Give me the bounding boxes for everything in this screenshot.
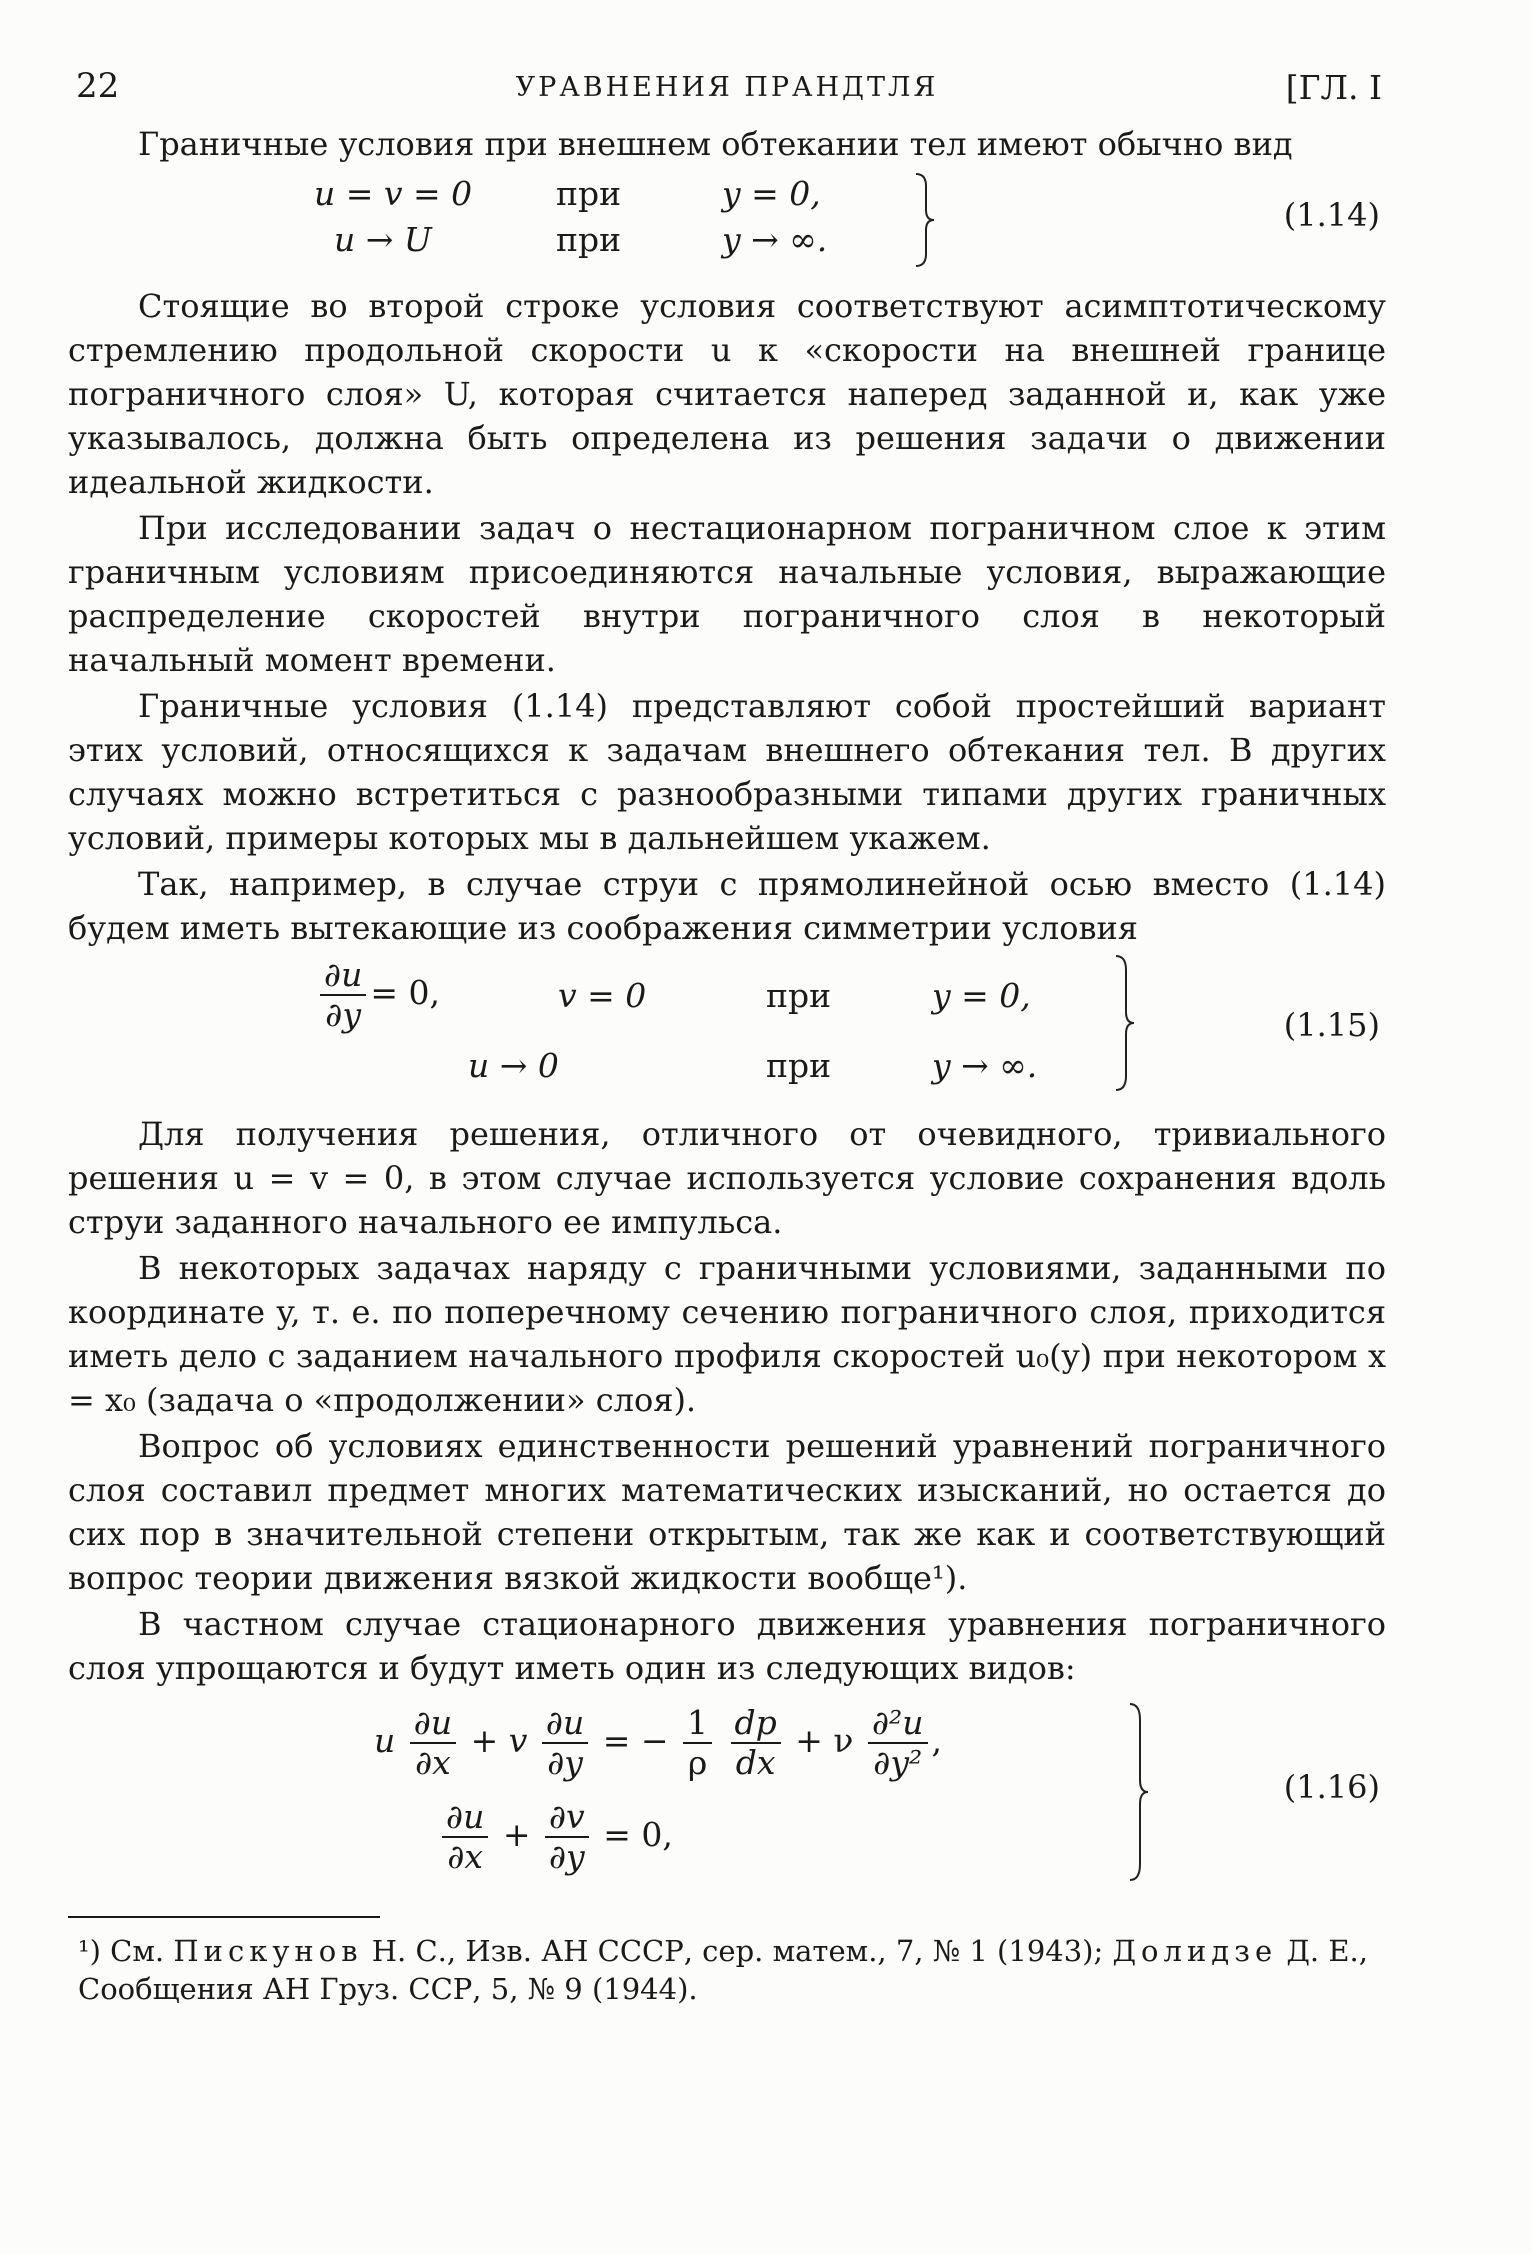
footnote-rule	[68, 1916, 380, 1918]
equation-1-15	[68, 950, 1386, 1098]
footnote-text-a: См.	[110, 1934, 174, 1968]
paragraph-5: Так, например, в случае струи с прямолинейной осью вместо (1.14) будем иметь вытекающие из соображения симметрии условия	[68, 865, 1386, 947]
eq16-u: u	[374, 1721, 396, 1760]
footnote-text-c: Д. Е., Сообщения АН Груз. ССР, 5, № 9 (1944).	[78, 1934, 1368, 2006]
eq14-row2-left: u → U	[334, 220, 432, 259]
chapter-label: [ГЛ. I	[1285, 68, 1382, 107]
eq16-r2-eq: = 0,	[603, 1815, 673, 1854]
eq16-dx: ∂x	[415, 1743, 451, 1782]
eq16-dy: ∂y	[547, 1743, 583, 1782]
footnote-author-2: Долидзе	[1112, 1934, 1278, 1968]
page-number: 22	[76, 66, 120, 106]
eq15-eq0: = 0,	[370, 973, 440, 1012]
eq16-dy2: ∂y²	[873, 1743, 923, 1782]
eq14-row2-right: y → ∞.	[722, 220, 828, 259]
eq16-dxr: dx	[735, 1743, 776, 1782]
eq16-eqminus: = −	[602, 1721, 669, 1760]
eq15-du: ∂u	[320, 956, 366, 996]
eq16-one: 1	[683, 1704, 712, 1744]
equation-1-14	[68, 166, 1386, 274]
footnote-text-b: Н. С., Изв. АН СССР, сер. матем., 7, № 1 (1943);	[362, 1934, 1113, 1968]
eq14-row1-mid: при	[556, 174, 622, 213]
eq16-row2	[438, 1798, 673, 1876]
page	[68, 66, 1386, 2008]
paragraph-3: При исследовании задач о нестационарном пограничном слое к этим граничным условиям присоединяются начальные условия, выражающие распределение скоростей внутри пограничного слоя в некоторый начальный момент времени.	[68, 509, 1386, 679]
eq14-row1-right: y = 0,	[722, 174, 821, 213]
eq15-dy: ∂y	[325, 995, 362, 1034]
eq16-r2-dx: ∂x	[447, 1837, 483, 1876]
footnote-marker: ¹)	[78, 1934, 101, 1968]
paragraph-8: Вопрос об условиях единственности решений уравнений пограничного слоя составил предмет многих математических изысканий, но остается до сих пор в значительной степени открытым, так же как и соответствующий вопрос теории движения вязкой жидкости вообще¹).	[68, 1427, 1386, 1597]
eq16-row1	[374, 1704, 942, 1782]
paragraph-1: Граничные условия при внешнем обтекании тел имеют обычно вид	[138, 125, 1293, 163]
eq16-du-2: ∂u	[542, 1704, 588, 1744]
eq14-row1-left: u = v = 0	[314, 174, 473, 213]
eq15-row2-mid: при	[766, 1046, 832, 1085]
eq15-row1-right: y = 0,	[932, 976, 1031, 1015]
eq16-r2-du: ∂u	[442, 1798, 488, 1838]
eq16-comma: ,	[931, 1721, 943, 1760]
paragraph-9: В частном случае стационарного движения уравнения пограничного слоя упрощаются и будут иметь один из следующих видов:	[68, 1605, 1386, 1687]
running-title: УРАВНЕНИЯ ПРАНДТЛЯ	[515, 72, 939, 103]
right-brace-icon	[1112, 954, 1140, 1092]
paragraph-6: Для получения решения, отличного от очевидного, тривиального решения u = v = 0, в этом случае используется условие сохранения вдоль струи заданного начального ее импульса.	[68, 1115, 1386, 1241]
footnote-author-1: Пискунов	[173, 1934, 363, 1968]
eq15-row1-mid: при	[766, 976, 832, 1015]
running-header	[68, 66, 1386, 122]
eq16-v: v	[508, 1721, 528, 1760]
eq14-row2-mid: при	[556, 220, 622, 259]
paragraph-2: Стоящие во второй строке условия соответствуют асимптотическому стремлению продольной скорости u к «скорости на внешней границе пограничного слоя» U, которая считается наперед заданной и, как уже указывалось, должна быть определена из решения задачи о движении идеальной жидкости.	[68, 287, 1386, 501]
eq16-r2-plus: +	[502, 1815, 531, 1854]
eq16-du: ∂u	[410, 1704, 456, 1744]
eq16-r2-dv: ∂v	[545, 1798, 589, 1838]
eq15-row2-right: y → ∞.	[932, 1046, 1038, 1085]
eq15-row2-left: u → 0	[468, 1046, 559, 1085]
eq15-number: (1.15)	[1283, 1006, 1380, 1044]
equation-1-16	[68, 1700, 1386, 1886]
eq16-plus: +	[470, 1721, 499, 1760]
eq16-plus-nu: + ν	[795, 1721, 854, 1760]
eq15-derivative	[316, 956, 440, 1034]
eq16-dp: dp	[731, 1704, 781, 1744]
eq16-number: (1.16)	[1283, 1768, 1380, 1806]
eq15-row1-v: v = 0	[558, 976, 647, 1015]
eq14-number: (1.14)	[1283, 196, 1380, 234]
paragraph-4: Граничные условия (1.14) представляют собой простейший вариант этих условий, относящихся к задачам внешнего обтекания тел. В других случаях можно встретиться с разнообразными типами других граничных условий, примеры которых мы в дальнейшем укажем.	[68, 687, 1386, 857]
right-brace-icon	[1126, 1702, 1154, 1882]
paragraph-7: В некоторых задачах наряду с граничными условиями, заданными по координате y, т. е. по поперечному сечению пограничного слоя, приходится иметь дело с заданием начального профиля скоростей u₀(y) при некотором x = x₀ (задача о «продолжении» слоя).	[68, 1249, 1386, 1419]
eq16-r2-dy: ∂y	[548, 1837, 585, 1876]
right-brace-icon	[912, 172, 940, 268]
eq16-rho: ρ	[687, 1743, 708, 1782]
footnote	[68, 1932, 1386, 2008]
eq16-d2u: ∂²u	[868, 1704, 928, 1744]
